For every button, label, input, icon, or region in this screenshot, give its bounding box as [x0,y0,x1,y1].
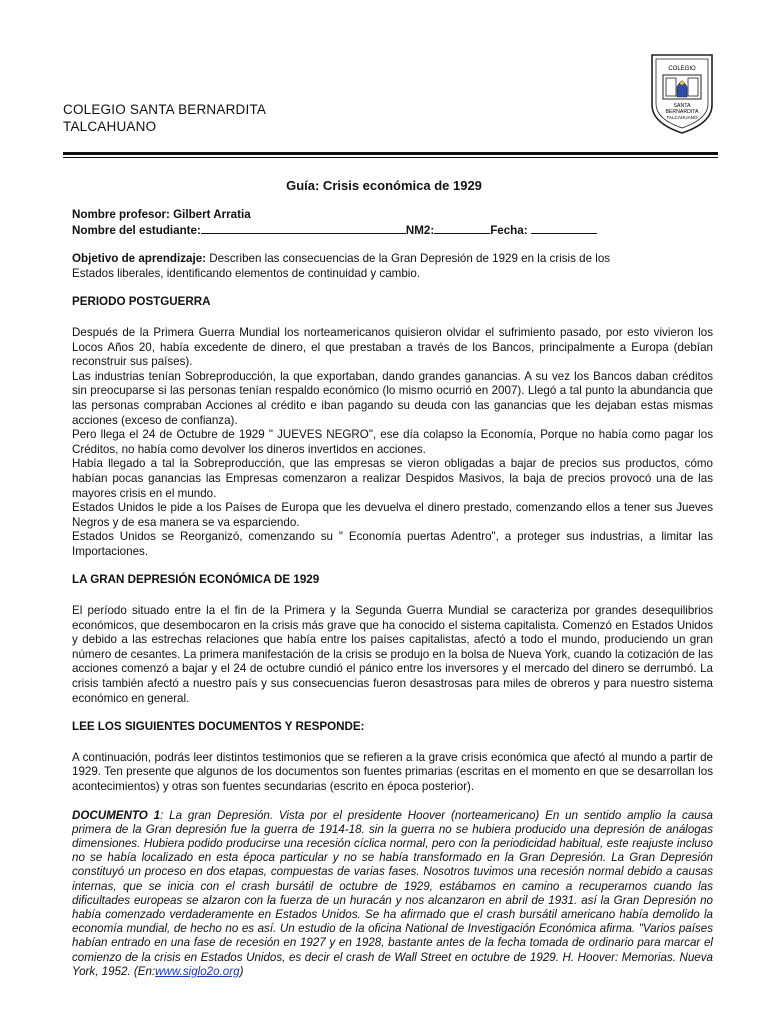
page-title: Guía: Crisis económica de 1929 [286,178,482,193]
section-heading-gran-depresion: LA GRAN DEPRESIÓN ECONÓMICA DE 1929 [72,573,320,587]
logo-text-top: COLEGIO [668,66,696,72]
document-body [72,208,713,979]
document-1-label: DOCUMENTO 1 [72,808,161,822]
objective [72,252,620,281]
logo-text-mid: SANTA [673,103,691,109]
gran-depresion-paragraph: El período situado entre la el fin de la Primera y la Segunda Guerra Mundial se caracteriza por grandes desequilibrios económicos, que desembocaron en la crisis más grave que ha conocido el sistema capitalista. Comenzó en Estados Unidos y debido a las estrechas relaciones que había entre los países capitalistas, afectó a todo el mundo, produciendo un gran número de cesantes. La primera manifestación de la crisis se produjo en la bolsa de Nueva York, cuando la cotización de las acciones comenzó a bajar y el 24 de octubre cundió el pánico entre los inversores y el mercado del dinero se derrumbó. La crisis también afectó a nuestro país y sus consecuencias fueron desastrosas para miles de obreros y para nuestro sistema económico en general. [72,604,713,705]
postguerra-paragraph-3: Pero llega el 24 de Octubre de 1929 " JUEVES NEGRO", ese día colapso la Economía, Porque no había como pagar los Créditos, no había como devolver los dineros invertidos en acciones. [72,428,713,456]
date-field[interactable] [531,223,597,234]
objective-text: Describen las consecuencias de la Gran Depresión de 1929 en la crisis de los Estados liberales, identificando elementos de continuidad y cambio. [72,252,611,280]
postguerra-paragraph-4: Había llegado a tal la Sobreproducción, que las empresas se vieron obligadas a bajar de precios sus productos, cómo habían pocas ganancias las Empresas comenzaron a realizar Despidos Masivos, la baja de precios provocó una de las mayores crisis en el mundo. [72,457,713,500]
logo-text-bottom: TALCAHUANO [666,115,698,120]
logo-text-mid2: BERNARDITA [665,109,699,115]
header-rule-thick [63,152,718,155]
document-1-close: ) [239,964,244,978]
school-name-line1: COLEGIO SANTA BERNARDITA [63,102,267,117]
level-field[interactable] [434,223,490,234]
document-1-text: : La gran Depresión. Vista por el presidente Hoover (norteamericano) En un sentido amplio la causa primera de la Gran depresión fue la guerra de 1914-18. sin la guerra no se hubiera producido una depresión de análogas dimensiones. Hubiera podido producirse una recesión cíclica normal, pero con la periodicidad habitual, este reajuste incluso no se había localizado en esta época particular y no se había transformado en la Gran Depresión. La Gran Depresión constituyó un proceso en dos etapas, compuestas de varias fases. Nosotros tuvimos una recesión normal debido a causas internas, que se inicia con el crash bursátil de octubre de 1929, estábamos en camino a recuperarnos cuando las dificultades europeas se alzaron con la fuerza de un huracán y nos alcanzaron en abril de 1931. así la Gran Depresión no había comenzado verdaderamente en Estados Unidos. Se ha afirmado que el crash bursátil americano había demolido la economía mundial, de hecho no es así. Un estudio de la oficina National de Investigación Económica afirma. "Varios países habían entrado en una fase de recesión en 1927 y en 1928, bastante antes de la fecha tomada de ordinario para marcar el comienzo de la crisis en Estados Unidos, es decir el crash de Wall Street en octubre de 1929. H. Hoover: Memorias. Nueva York, 1952. (En: [72,808,713,978]
postguerra-paragraph-2: Las industrias tenían Sobreproducción, la que exportaban, dando grandes ganancias. A su vez los Bancos daban créditos sin preocuparse si las personas tenían respaldo económico (lo mismo ocurrió en 2007). Llegó a tal punto la abundancia que las personas compraban Acciones al crédito e iban pagando su deuda con las ganancias que les dejaban estas mismas acciones (exceso de confianza). [72,369,713,427]
student-line [72,223,713,239]
source-link[interactable]: www.siglo2o.org [155,964,240,978]
document-1 [72,809,713,979]
objective-label: Objetivo de aprendizaje: [72,252,207,266]
level-label: NM2: [405,223,435,237]
teacher-line: Nombre profesor: Gilbert Arratia [72,208,251,221]
student-label: Nombre del estudiante: [72,223,201,237]
postguerra-paragraph-5: Estados Unidos le pide a los Países de Europa que les devuelva el dinero prestado, comenzando ellos a tener sus Jueves Negros y de esa manera se va esparciendo. [72,501,713,529]
documentos-intro-paragraph: A continuación, podrás leer distintos testimonios que se refieren a la grave crisis económica que afectó al mundo a partir de 1929. Ten presente que algunos de los documentos son fuentes primarias (escritas en el momento en que se desarrollan los acontecimientos) y otras son fuentes secundarias (escrito en época posterior). [72,750,713,793]
postguerra-paragraph-6: Estados Unidos se Reorganizó, comenzando su " Economía puertas Adentro", a proteger sus industrias, a limitar las Importaciones. [72,530,713,558]
postguerra-paragraph-1: Después de la Primera Guerra Mundial los norteamericanos quisieron olvidar el sufrimiento pasado, por esto vivieron los Locos Años 20, había excedente de dinero, el que prestaban a través de los Bancos, principalmente a Europa (debían reconstruir sus países). [72,325,713,369]
header-rule-thin [63,157,718,158]
school-name [63,101,266,135]
section-heading-documentos: LEE LOS SIGUIENTES DOCUMENTOS Y RESPONDE: [72,720,365,734]
school-name-line2: TALCAHUANO [63,119,157,134]
school-crest-logo [648,53,716,135]
student-name-field[interactable] [201,223,406,234]
date-label: Fecha: [490,223,528,237]
section-heading-postguerra: PERIODO POSTGUERRA [72,295,211,309]
